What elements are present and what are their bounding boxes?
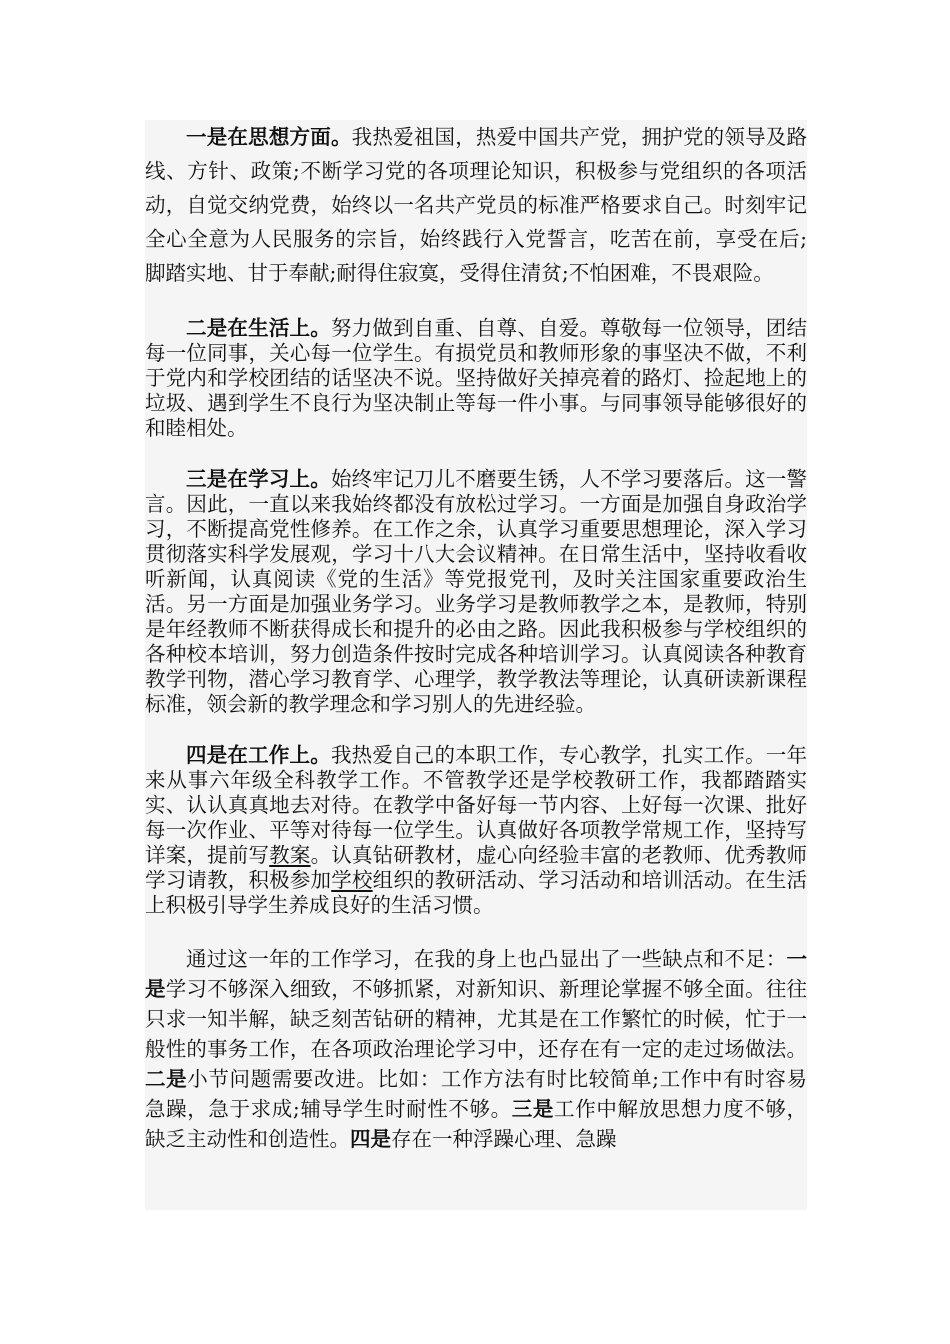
point-marker: 四是: [350, 1127, 391, 1151]
paragraph-study: [145, 467, 807, 717]
document-text-column: [145, 120, 807, 1210]
paragraph-body: 通过这一年的工作学习，在我的身上也凸显出了一些缺点和不足：: [186, 947, 787, 971]
paragraph-body: 小节问题需要改进。比如：工作方法有时比较简单;工作中有时容易急躁，急于求成;辅导学生时耐性不够。: [145, 1067, 808, 1121]
paragraph-body: 学习不够深入细致，不够抓紧，对新知识、新理论掌握不够全面。往往只求一知半解，缺乏刻苦钻研的精神，尤其是在工作繁忙的时候，忙于一般性的事务工作，在各项政治理论学习中，还存在有一定的走过场做法。: [145, 977, 808, 1061]
paragraph-body: 我热爱祖国，热爱中国共产党，拥护党的领导及路线、方针、政策;不断学习党的各项理论知识，积极参与党组织的各项活动，自觉交纳党费，始终以一名共产党员的标准严格要求自己。时刻牢记全心全意为人民服务的宗旨，始终践行入党誓言，吃苦在前，享受在后;脚踏实地、甘于奉献;耐得住寂寞，受得住清贫;不怕困难，不畏艰险。: [145, 125, 807, 285]
paragraph-body: 努力做到自重、自尊、自爱。尊敬每一位领导，团结每一位同事，关心每一位学生。有损党员和教师形象的事坚决不做，不利于党内和学校团结的话坚决不说。坚持做好关掉亮着的路灯、捡起地上的垃圾、遇到学生不良行为坚决制止等每一件小事。与同事领导能够很好的和睦相处。: [145, 316, 808, 440]
paragraph-life: [145, 316, 807, 441]
paragraph-body: 。认真钻研教材，虚心向经验丰富的老教师、优秀教师学习请教，积极参加: [145, 843, 808, 892]
paragraph-body: 始终牢记刀儿不磨要生锈，人不学习要落后。这一警言。因此，一直以来我始终都没有放松过学习。一方面是加强自身政治学习，不断提高党性修养。在工作之余，认真学习重要思想理论，深入学习贯彻落实科学发展观，学习十八大会议精神。在日常生活中，坚持收看收听新闻，认真阅读《党的生活》等党报党刊，及时关注国家重要政治生活。另一方面是加强业务学习。业务学习是教师教学之本，是教师，特别是年经教师不断获得成长和提升的必由之路。因此我积极参与学校组织的各种校本培训，努力创造条件按时完成各种培训学习。认真阅读各种教育教学刊物，潜心学习教育学、心理学，教学教法等理论，认真研读新课程标准，领会新的教学理念和学习别人的先进经验。: [145, 467, 808, 716]
paragraph-ideology: [145, 120, 807, 290]
point-marker: 三是: [511, 1097, 555, 1121]
lesson-plan-link[interactable]: 教案: [269, 843, 311, 867]
paragraph-work: [145, 743, 807, 918]
point-marker: 二是: [145, 1067, 188, 1091]
paragraph-shortcomings: [145, 944, 807, 1154]
paragraph-lead: 二是在生活上。: [186, 316, 331, 340]
paragraph-lead: 一是在思想方面。: [186, 125, 352, 149]
paragraph-body: 我热爱自己的本职工作，专心教学，扎实工作。一年来从事六年级全科教学工作。不管教学还是学校教研工作，我都踏踏实实、认认真真地去对待。在教学中备好每一节内容、上好每一次课、批好每一次作业、平等对待每一位学生。认真做好各项教学常规工作，坚持写详案，提前写: [145, 743, 808, 867]
point-marker: 一是: [145, 947, 807, 1001]
paragraph-lead: 三是在学习上。: [186, 467, 331, 491]
paragraph-body: 工作中解放思想力度不够，缺乏主动性和创造性。: [145, 1097, 808, 1151]
paragraph-body: 存在一种浮躁心理、急躁: [391, 1127, 617, 1151]
paragraph-body: 组织的教研活动、学习活动和培训活动。在生活上积极引导学生养成良好的生活习惯。: [145, 868, 808, 917]
paragraph-lead: 四是在工作上。: [186, 743, 331, 767]
school-link[interactable]: 学校: [331, 868, 373, 892]
